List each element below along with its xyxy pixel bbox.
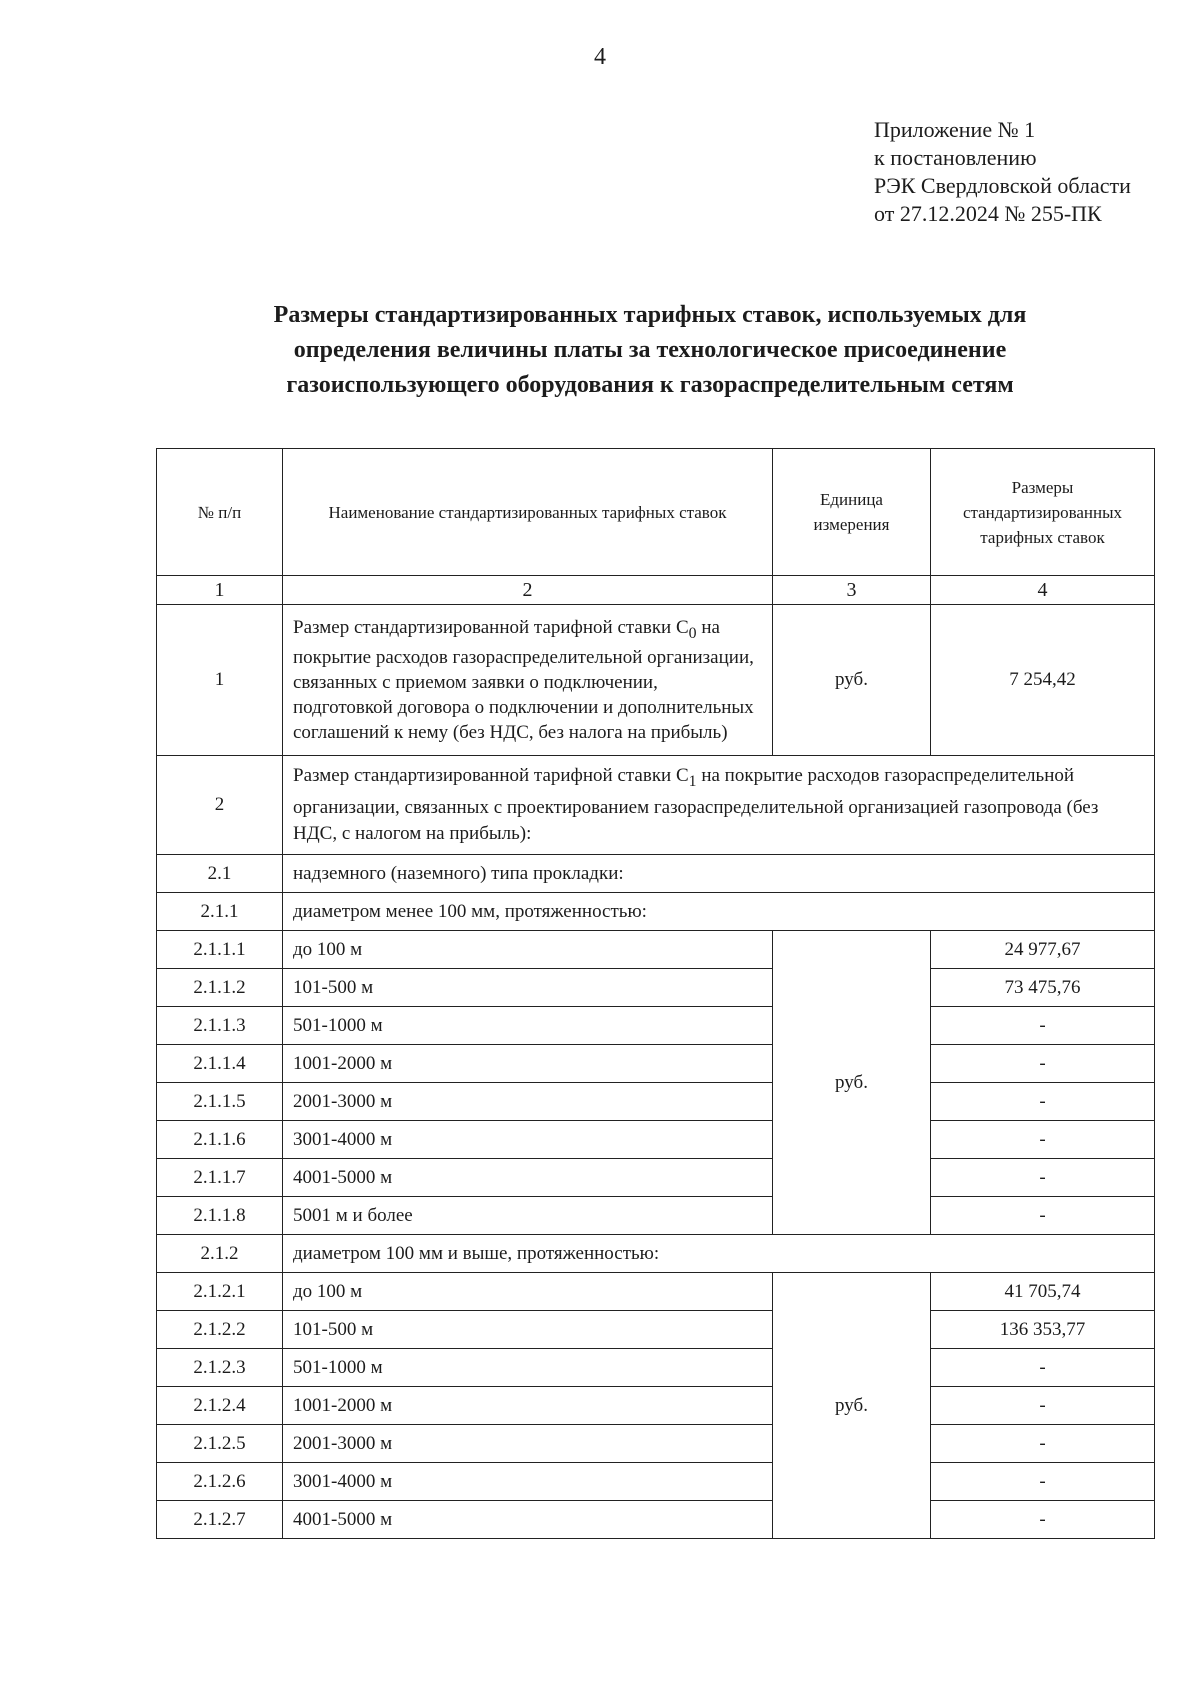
row-number: 2.1.2.3 <box>157 1349 283 1387</box>
subscript: 0 <box>688 624 697 642</box>
tariff-table <box>156 448 1155 1539</box>
table-row <box>157 1083 1155 1121</box>
table-row <box>157 1501 1155 1539</box>
row-value: - <box>931 1425 1155 1463</box>
row-number: 2.1.2 <box>157 1235 283 1273</box>
row-value: - <box>931 1159 1155 1197</box>
page-number: 4 <box>594 44 606 70</box>
row-description: 501-1000 м <box>283 1349 773 1387</box>
row-number: 2.1.1 <box>157 893 283 931</box>
document-title <box>160 298 1140 403</box>
row-description: 3001-4000 м <box>283 1463 773 1501</box>
row-number: 2.1.2.1 <box>157 1273 283 1311</box>
row-unit: руб. <box>773 605 931 756</box>
header-name: Наименование стандартизированных тарифных ставок <box>283 449 773 576</box>
row-description: 1001-2000 м <box>283 1387 773 1425</box>
column-number: 4 <box>931 576 1155 605</box>
row-value: - <box>931 1045 1155 1083</box>
row-value: 136 353,77 <box>931 1311 1155 1349</box>
row-number: 1 <box>157 605 283 756</box>
row-value: 24 977,67 <box>931 931 1155 969</box>
row-value: - <box>931 1121 1155 1159</box>
row-number: 2.1 <box>157 855 283 893</box>
table-row <box>157 1045 1155 1083</box>
table-row <box>157 1387 1155 1425</box>
row-number: 2.1.1.1 <box>157 931 283 969</box>
header-unit: Единица измерения <box>773 449 931 576</box>
row-description: 4001-5000 м <box>283 1501 773 1539</box>
column-number-row <box>157 576 1155 605</box>
column-number: 1 <box>157 576 283 605</box>
table-row <box>157 1425 1155 1463</box>
row-description: надземного (наземного) типа прокладки: <box>283 855 1155 893</box>
title-line: газоиспользующего оборудования к газораспределительным сетям <box>286 372 1014 398</box>
row-value: - <box>931 1197 1155 1235</box>
table-row <box>157 605 1155 756</box>
row-description: диаметром менее 100 мм, протяженностью: <box>283 893 1155 931</box>
row-number: 2.1.2.4 <box>157 1387 283 1425</box>
column-number: 3 <box>773 576 931 605</box>
table-row <box>157 1349 1155 1387</box>
row-number: 2.1.1.4 <box>157 1045 283 1083</box>
desc-text: Размер стандартизированной тарифной ставки С <box>293 765 689 787</box>
row-description: до 100 м <box>283 1273 773 1311</box>
group-unit: руб. <box>773 931 931 1235</box>
row-number: 2.1.1.3 <box>157 1007 283 1045</box>
table-row <box>157 1463 1155 1501</box>
row-description: 5001 м и более <box>283 1197 773 1235</box>
appendix-line: к постановлению <box>874 145 1037 170</box>
title-line: определения величины платы за технологическое присоединение <box>293 337 1007 363</box>
table-row <box>157 1159 1155 1197</box>
table-row <box>157 969 1155 1007</box>
row-number: 2 <box>157 756 283 855</box>
table-row <box>157 893 1155 931</box>
row-number: 2.1.2.7 <box>157 1501 283 1539</box>
appendix-line: РЭК Свердловской области <box>874 173 1131 198</box>
header-number: № п/п <box>157 449 283 576</box>
row-value: - <box>931 1501 1155 1539</box>
table-row <box>157 1197 1155 1235</box>
row-description: 501-1000 м <box>283 1007 773 1045</box>
row-number: 2.1.1.7 <box>157 1159 283 1197</box>
desc-text: на покрытие расходов газораспределительной организации, связанных с приемом заявки о подключении, подготовкой договора о подключении и дополнительных соглашений к нему (без НДС, без налога на прибыль) <box>293 616 754 744</box>
table-row <box>157 1235 1155 1273</box>
row-description: диаметром 100 мм и выше, протяженностью: <box>283 1235 1155 1273</box>
row-description: 2001-3000 м <box>283 1425 773 1463</box>
row-value: - <box>931 1007 1155 1045</box>
group-unit: руб. <box>773 1273 931 1539</box>
row-description: 101-500 м <box>283 969 773 1007</box>
row-description <box>283 605 773 756</box>
appendix-line: Приложение № 1 <box>874 117 1036 142</box>
row-number: 2.1.1.8 <box>157 1197 283 1235</box>
subscript: 1 <box>688 772 697 790</box>
row-number: 2.1.2.5 <box>157 1425 283 1463</box>
table-row <box>157 931 1155 969</box>
row-description: 1001-2000 м <box>283 1045 773 1083</box>
row-number: 2.1.1.6 <box>157 1121 283 1159</box>
row-number: 2.1.2.2 <box>157 1311 283 1349</box>
row-number: 2.1.1.2 <box>157 969 283 1007</box>
row-value: - <box>931 1387 1155 1425</box>
appendix-note <box>874 116 1131 228</box>
row-description: 3001-4000 м <box>283 1121 773 1159</box>
row-value: - <box>931 1349 1155 1387</box>
table-row <box>157 855 1155 893</box>
table-row <box>157 1273 1155 1311</box>
row-value: 7 254,42 <box>931 605 1155 756</box>
table-row <box>157 1121 1155 1159</box>
row-number: 2.1.2.6 <box>157 1463 283 1501</box>
table-row <box>157 756 1155 855</box>
row-value: 41 705,74 <box>931 1273 1155 1311</box>
row-number: 2.1.1.5 <box>157 1083 283 1121</box>
row-description: 2001-3000 м <box>283 1083 773 1121</box>
table-row <box>157 1007 1155 1045</box>
row-description: до 100 м <box>283 931 773 969</box>
row-value: - <box>931 1463 1155 1501</box>
desc-text: на покрытие расходов газораспределительной организации, связанных с проектированием газораспределительной организацией газопровода (без НДС, с налогом на прибыль): <box>293 765 1099 844</box>
row-value: 73 475,76 <box>931 969 1155 1007</box>
table-header-row <box>157 449 1155 576</box>
desc-text: Размер стандартизированной тарифной ставки С <box>293 616 689 638</box>
column-number: 2 <box>283 576 773 605</box>
header-value: Размеры стандартизированных тарифных ставок <box>931 449 1155 576</box>
row-value: - <box>931 1083 1155 1121</box>
row-description <box>283 756 1155 855</box>
title-line: Размеры стандартизированных тарифных ставок, используемых для <box>273 302 1027 328</box>
row-description: 101-500 м <box>283 1311 773 1349</box>
appendix-line: от 27.12.2024 № 255-ПК <box>874 201 1102 226</box>
row-description: 4001-5000 м <box>283 1159 773 1197</box>
table-row <box>157 1311 1155 1349</box>
